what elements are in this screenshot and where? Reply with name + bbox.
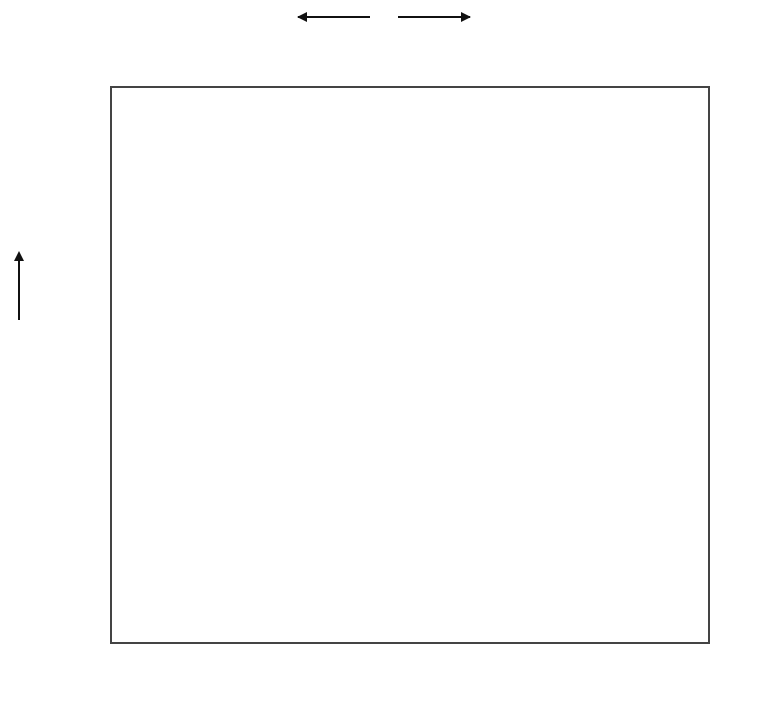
y-axis-title-wrap — [2, 150, 36, 620]
left-arrow-icon — [298, 16, 370, 17]
x-axis-title — [0, 6, 768, 28]
up-arrow-icon — [18, 260, 20, 320]
right-arrow-icon — [398, 16, 470, 17]
plot-area — [110, 86, 710, 644]
